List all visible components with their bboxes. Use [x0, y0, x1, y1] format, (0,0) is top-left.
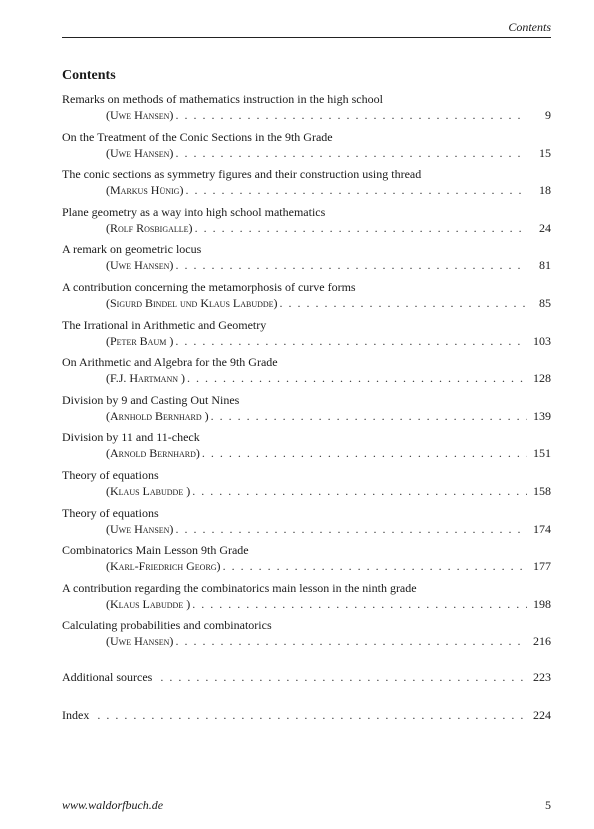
toc-entry-author: (Sigurd Bindel und Klaus Labudde): [106, 295, 278, 310]
toc-entry-title: The conic sections as symmetry figures and their construction using thread: [62, 167, 422, 182]
toc-entry-author: (Arnold Bernhard): [106, 446, 200, 461]
leader-dots: [173, 521, 527, 537]
toc-entry-title: On the Treatment of the Conic Sections in the 9th Grade: [62, 129, 333, 144]
toc-entry: [62, 317, 551, 355]
toc-entry-page: 177: [533, 559, 551, 574]
toc-entry-author: (Uwe Hansen): [106, 258, 174, 273]
toc-entry: [62, 166, 551, 204]
toc-entry-title: Remarks on methods of mathematics instruction in the high school: [62, 92, 383, 106]
toc-entry-page: 198: [533, 596, 551, 611]
running-title: Contents: [508, 20, 551, 34]
footer-website: www.waldorfbuch.de: [62, 798, 164, 812]
toc-entry-author: (Klaus Labudde ): [106, 596, 191, 611]
toc-entry-author: (Peter Baum ): [106, 333, 174, 348]
toc-entry-page: 9: [545, 108, 551, 122]
toc-entry: [62, 354, 551, 392]
toc-entry-title: Theory of equations: [62, 505, 159, 520]
toc-entry-author: (Uwe Hansen): [106, 521, 174, 536]
toc-entry-author: (Uwe Hansen): [106, 634, 174, 649]
additional-sources-label: Additional sources: [62, 670, 153, 684]
toc-entry-title: Calculating probabilities and combinatorics: [62, 618, 272, 633]
toc-entry-page: 24: [539, 220, 551, 235]
toc-list: [62, 91, 551, 655]
toc-entry-page: 85: [539, 295, 551, 310]
toc-entry: [62, 241, 551, 279]
toc-entry-page: 18: [539, 183, 551, 198]
leader-dots: [193, 220, 527, 236]
toc-entry: [62, 204, 551, 242]
toc-entry-page: 151: [533, 446, 551, 461]
toc-entry-title: On Arithmetic and Algebra for the 9th Grade: [62, 355, 278, 370]
toc-entry: [62, 279, 551, 317]
toc-index: [62, 707, 551, 723]
page-footer: [62, 798, 551, 813]
footer-page-number: 5: [545, 798, 551, 812]
leader-dots: [173, 257, 527, 273]
toc-entry-title: A contribution concerning the metamorphosis of curve forms: [62, 279, 356, 294]
toc-entry-title: The Irrational in Arithmetic and Geometry: [62, 317, 267, 332]
toc-entry-page: 216: [533, 634, 551, 649]
leader-dots: [183, 182, 527, 198]
leader-dots: [173, 107, 527, 123]
toc-entry-page: 174: [533, 521, 551, 536]
leader-dots: [158, 669, 527, 685]
toc-entry-title: Theory of equations: [62, 467, 159, 482]
toc-entry-author: (Markus Hünig): [106, 183, 184, 198]
toc-entry-author: (Arnhold Bernhard ): [106, 408, 209, 423]
leader-dots: [173, 633, 527, 649]
toc-entry-page: 158: [533, 483, 551, 498]
toc-entry: [62, 505, 551, 543]
toc-entry: [62, 617, 551, 655]
index-label: Index: [62, 708, 90, 722]
toc-entry-author: (Uwe Hansen): [106, 108, 174, 122]
toc-entry-author: (Klaus Labudde ): [106, 483, 191, 498]
toc-entry-page: 81: [539, 258, 551, 273]
leader-dots: [173, 145, 527, 161]
leader-dots: [200, 445, 527, 461]
leader-dots: [190, 596, 527, 612]
toc-entry: [62, 392, 551, 430]
toc-entry: [62, 129, 551, 167]
toc-entry: [62, 91, 551, 129]
toc-entry-author: (F.J. Hartmann ): [106, 371, 186, 386]
toc-entry: [62, 542, 551, 580]
leader-dots: [185, 370, 527, 386]
toc-entry-title: A remark on geometric locus: [62, 242, 202, 257]
leader-dots: [209, 408, 527, 424]
toc-additional-sources: [62, 669, 551, 685]
toc-entry-page: 128: [533, 371, 551, 386]
additional-sources-page: 223: [533, 670, 551, 684]
toc-entry-title: Division by 11 and 11-check: [62, 430, 200, 445]
leader-dots: [190, 483, 527, 499]
index-page: 224: [533, 708, 551, 722]
toc-entry: [62, 580, 551, 618]
toc-entry-title: Combinatorics Main Lesson 9th Grade: [62, 543, 249, 558]
toc-entry: [62, 467, 551, 505]
toc-entry-author: (Karl-Friedrich Georg): [106, 559, 221, 574]
toc-entry: [62, 429, 551, 467]
leader-dots: [221, 558, 527, 574]
toc-entry-page: 139: [533, 408, 551, 423]
toc-entry-title: Plane geometry as a way into high school mathematics: [62, 204, 326, 219]
toc-entry-page: 15: [539, 145, 551, 160]
toc-entry-title: Division by 9 and Casting Out Nines: [62, 392, 240, 407]
leader-dots: [173, 333, 527, 349]
leader-dots: [95, 707, 527, 723]
toc-heading: Contents: [62, 68, 116, 83]
toc-entry-title: A contribution regarding the combinatorics main lesson in the ninth grade: [62, 580, 417, 595]
toc-entry-author: (Rolf Rosbigalle): [106, 220, 193, 235]
toc-entry-page: 103: [533, 333, 551, 348]
leader-dots: [278, 295, 527, 311]
running-header: [62, 20, 551, 38]
toc-entry-author: (Uwe Hansen): [106, 145, 174, 160]
